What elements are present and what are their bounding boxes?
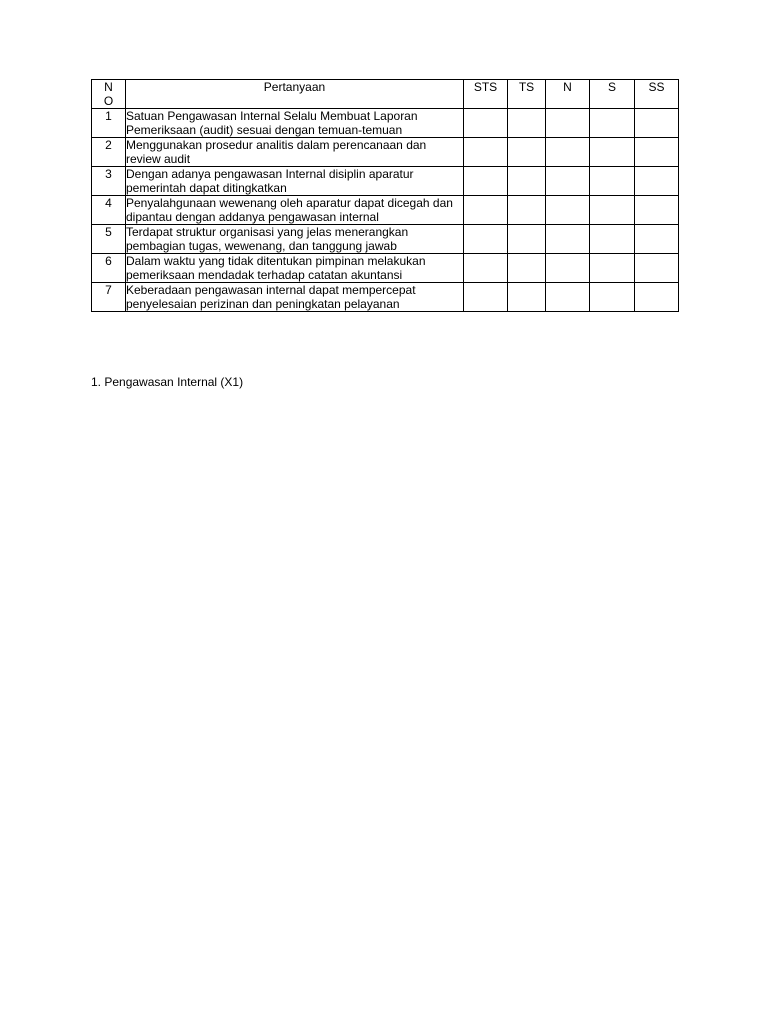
row-number: 5 xyxy=(92,225,126,254)
answer-cell-ts[interactable] xyxy=(508,138,546,167)
answer-cell-sts[interactable] xyxy=(464,225,508,254)
answer-cell-ss[interactable] xyxy=(635,283,679,312)
answer-cell-ss[interactable] xyxy=(635,109,679,138)
questionnaire-table xyxy=(91,79,679,312)
table-row xyxy=(92,254,679,283)
answer-cell-ts[interactable] xyxy=(508,167,546,196)
answer-cell-sts[interactable] xyxy=(464,196,508,225)
answer-cell-n[interactable] xyxy=(546,196,590,225)
header-no-line1: N xyxy=(104,80,113,94)
answer-cell-ts[interactable] xyxy=(508,254,546,283)
table-row xyxy=(92,109,679,138)
header-no xyxy=(92,80,126,109)
answer-cell-ts[interactable] xyxy=(508,225,546,254)
answer-cell-s[interactable] xyxy=(590,283,635,312)
row-number: 1 xyxy=(92,109,126,138)
answer-cell-s[interactable] xyxy=(590,254,635,283)
answer-cell-sts[interactable] xyxy=(464,254,508,283)
answer-cell-s[interactable] xyxy=(590,109,635,138)
question-text: Keberadaan pengawasan internal dapat mempercepat penyelesaian perizinan dan peningkatan pelayanan xyxy=(126,283,464,312)
answer-cell-n[interactable] xyxy=(546,225,590,254)
answer-cell-ts[interactable] xyxy=(508,196,546,225)
header-question: Pertanyaan xyxy=(126,80,464,109)
answer-cell-ts[interactable] xyxy=(508,283,546,312)
answer-cell-sts[interactable] xyxy=(464,283,508,312)
answer-cell-s[interactable] xyxy=(590,225,635,254)
header-n: N xyxy=(546,80,590,109)
row-number: 2 xyxy=(92,138,126,167)
header-s: S xyxy=(590,80,635,109)
header-sts: STS xyxy=(464,80,508,109)
table-caption: 1. Pengawasan Internal (X1) xyxy=(91,375,244,389)
table-row xyxy=(92,167,679,196)
answer-cell-s[interactable] xyxy=(590,138,635,167)
row-number: 7 xyxy=(92,283,126,312)
header-ss: SS xyxy=(635,80,679,109)
answer-cell-s[interactable] xyxy=(590,196,635,225)
question-text: Menggunakan prosedur analitis dalam perencanaan dan review audit xyxy=(126,138,464,167)
question-text: Satuan Pengawasan Internal Selalu Membuat Laporan Pemeriksaan (audit) sesuai dengan temuan-temuan xyxy=(126,109,464,138)
answer-cell-ss[interactable] xyxy=(635,196,679,225)
answer-cell-ss[interactable] xyxy=(635,167,679,196)
row-number: 6 xyxy=(92,254,126,283)
question-text: Penyalahgunaan wewenang oleh aparatur dapat dicegah dan dipantau dengan addanya pengawasan internal xyxy=(126,196,464,225)
answer-cell-ss[interactable] xyxy=(635,254,679,283)
answer-cell-ss[interactable] xyxy=(635,138,679,167)
answer-cell-ss[interactable] xyxy=(635,225,679,254)
answer-cell-n[interactable] xyxy=(546,254,590,283)
answer-cell-sts[interactable] xyxy=(464,138,508,167)
table-header-row xyxy=(92,80,679,109)
answer-cell-n[interactable] xyxy=(546,109,590,138)
header-ts: TS xyxy=(508,80,546,109)
table-row xyxy=(92,283,679,312)
row-number: 4 xyxy=(92,196,126,225)
question-text: Terdapat struktur organisasi yang jelas menerangkan pembagian tugas, wewenang, dan tanggung jawab xyxy=(126,225,464,254)
answer-cell-sts[interactable] xyxy=(464,109,508,138)
row-number: 3 xyxy=(92,167,126,196)
question-text: Dengan adanya pengawasan Internal disiplin aparatur pemerintah dapat ditingkatkan xyxy=(126,167,464,196)
answer-cell-n[interactable] xyxy=(546,167,590,196)
table-row xyxy=(92,138,679,167)
answer-cell-n[interactable] xyxy=(546,283,590,312)
table-row xyxy=(92,196,679,225)
header-no-line2: O xyxy=(103,94,114,108)
answer-cell-n[interactable] xyxy=(546,138,590,167)
answer-cell-ts[interactable] xyxy=(508,109,546,138)
question-text: Dalam waktu yang tidak ditentukan pimpinan melakukan pemeriksaan mendadak terhadap catatan akuntansi xyxy=(126,254,464,283)
table-row xyxy=(92,225,679,254)
answer-cell-sts[interactable] xyxy=(464,167,508,196)
answer-cell-s[interactable] xyxy=(590,167,635,196)
